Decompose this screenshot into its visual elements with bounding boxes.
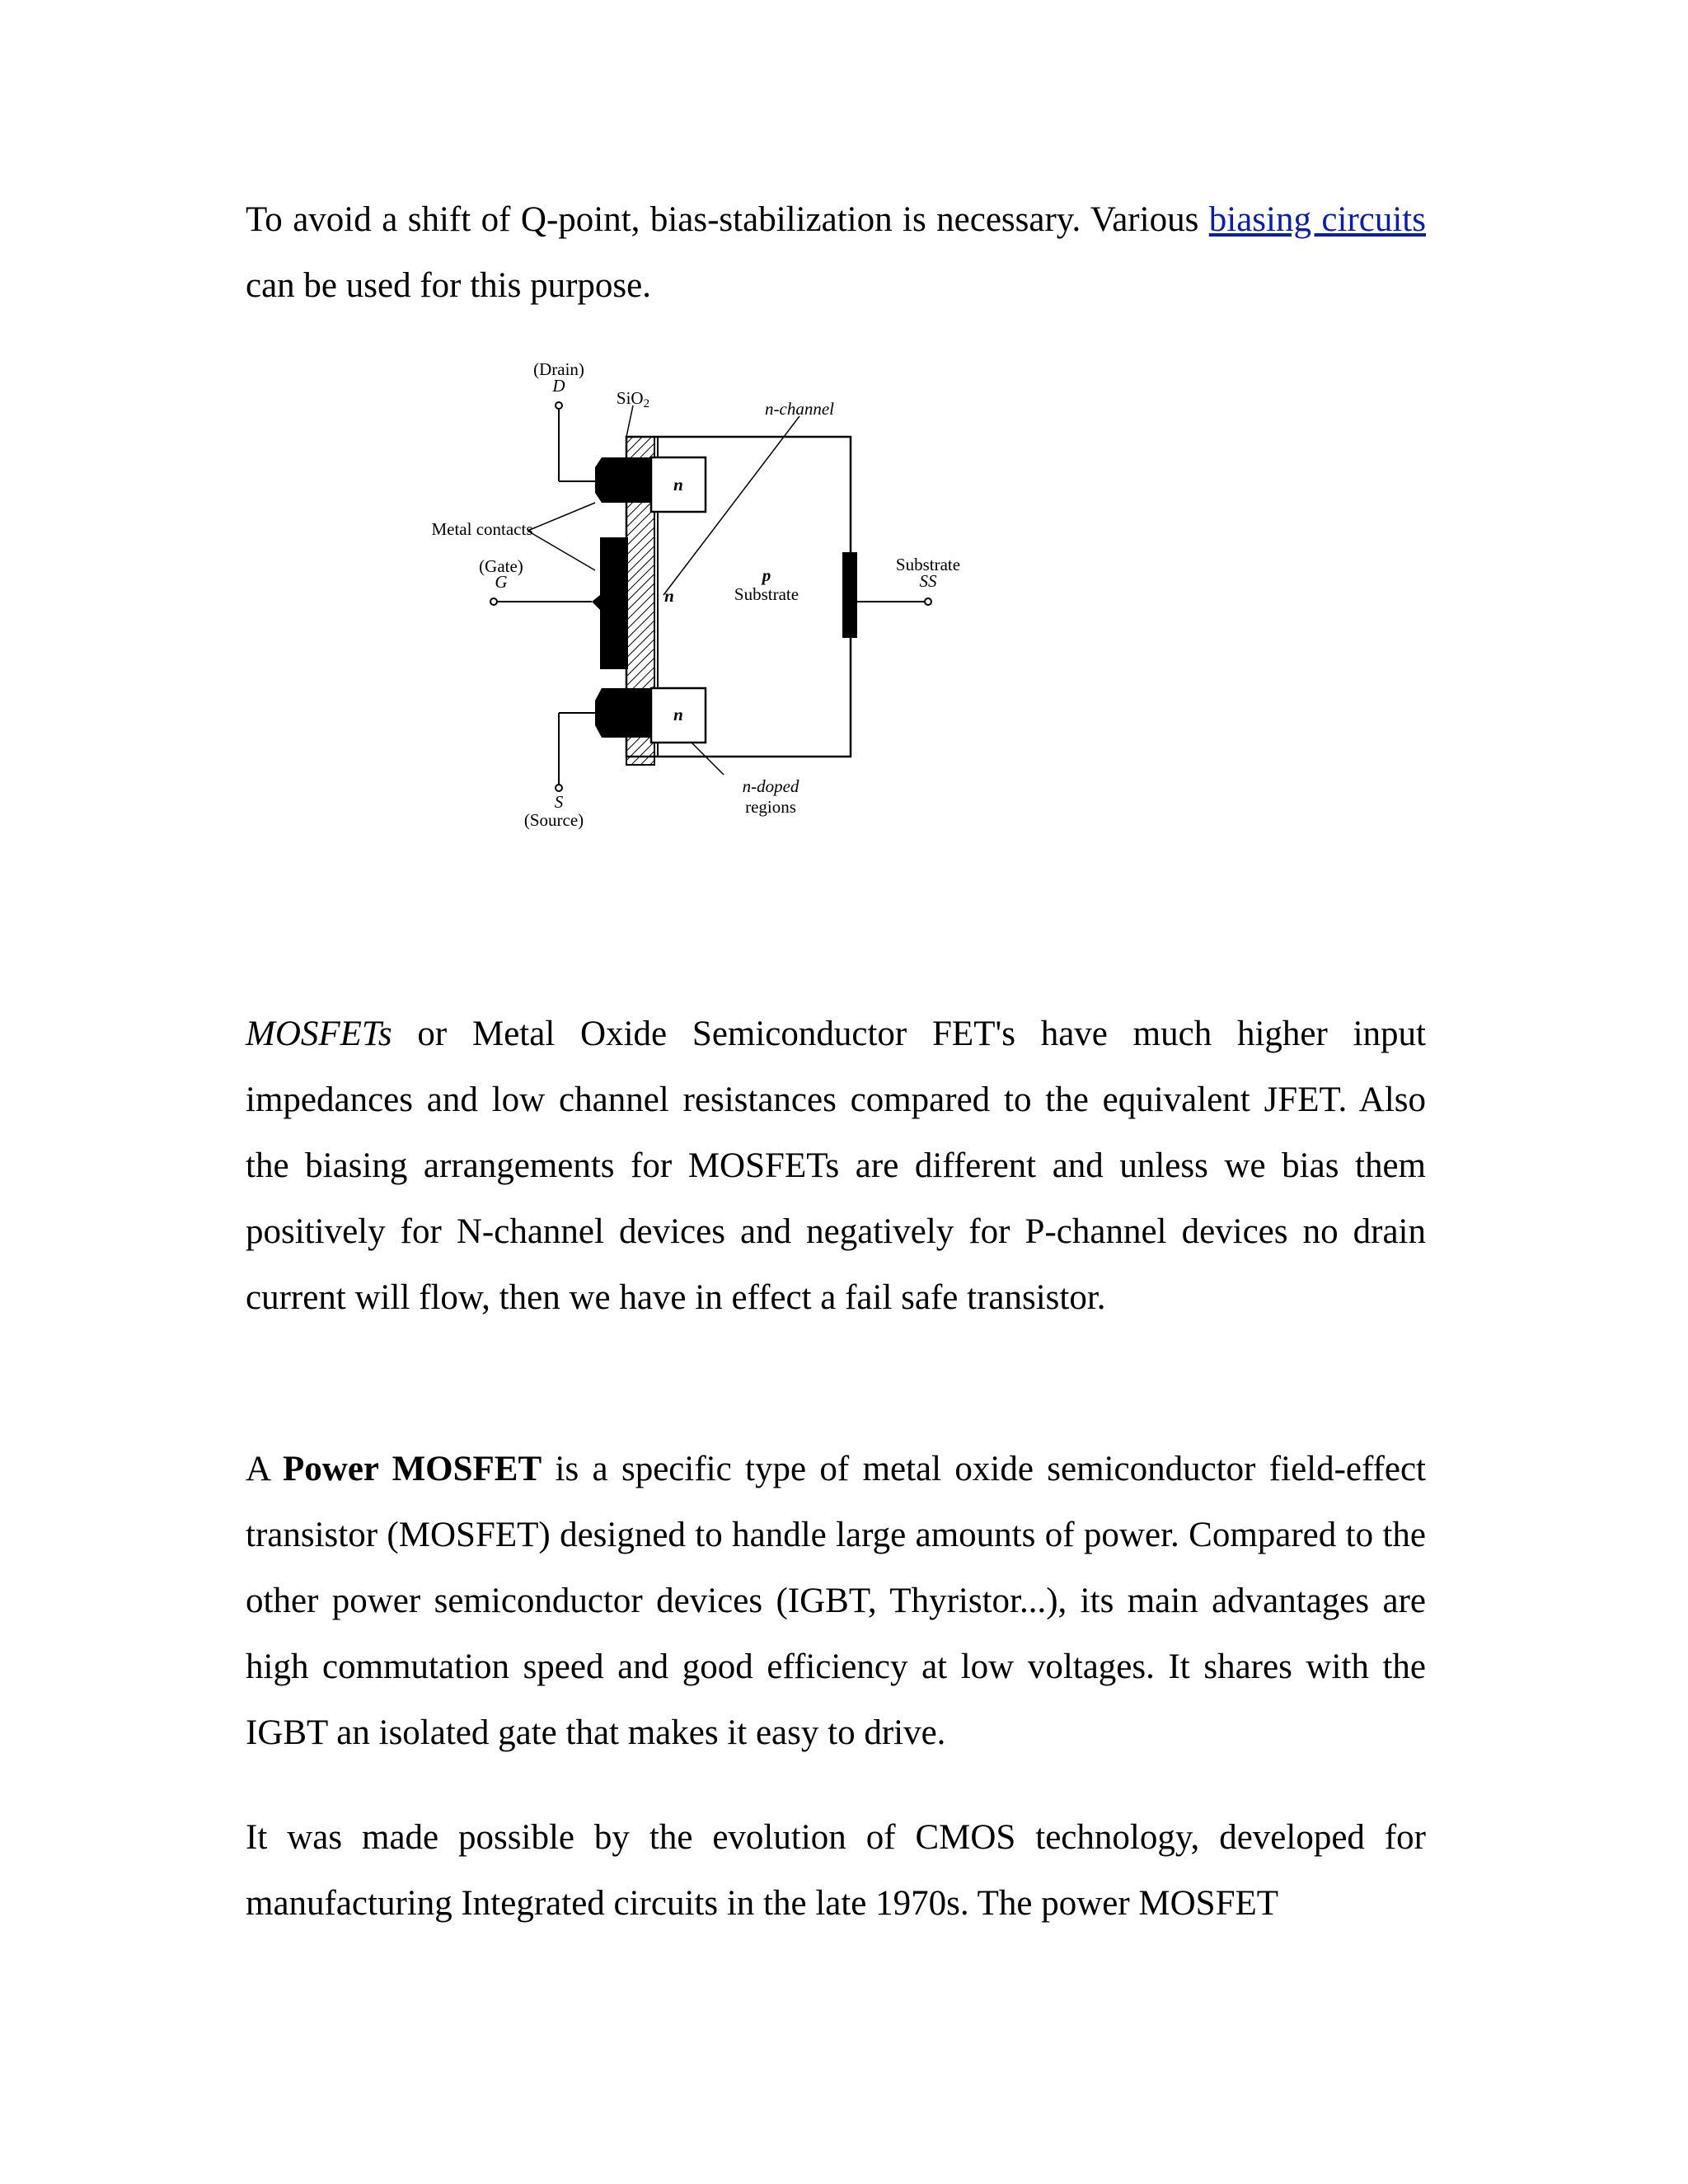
metal-contacts-label: Metal contacts (431, 519, 533, 539)
paragraph-bias-stabilization (246, 187, 1426, 319)
drain-terminal (556, 402, 562, 409)
substrate-label: Substrate (734, 584, 799, 604)
paragraph-cmos (246, 1805, 1426, 1937)
ss-symbol: SS (919, 571, 937, 591)
biasing-circuits-link[interactable]: biasing circuits (1208, 200, 1426, 239)
drain-label: (Drain) (533, 359, 584, 379)
paragraph-text: A (246, 1450, 284, 1488)
sio2-label: SiO2 (616, 388, 650, 410)
paragraph-power-mosfet (246, 1436, 1426, 1766)
paragraph-text: can be used for this purpose. (246, 266, 651, 305)
substrate-terminal (925, 598, 931, 605)
paragraph-text: or Metal Oxide Semiconductor FET's have much higher input impedances and low channel resistances compared to the equivalent JFET. Also the biasing arrangements for MOSFETs are different and unless we bias them positively for N-channel devices and negatively for P-channel devices no drain current will flow, then we have in effect a fail safe transistor. (246, 1015, 1426, 1317)
paragraph-text: To avoid a shift of Q-point, bias-stabilization is necessary. Various (246, 200, 1209, 239)
gate-terminal (490, 598, 497, 605)
paragraph-text: is a specific type of metal oxide semiconductor field-effect transistor (MOSFET) designed to handle large amounts of power. Compared to the other power semiconductor devices (IGBT, Thyristor...), its main advantages are high commutation speed and good efficiency at low voltages. It shares with the IGBT an isolated gate that makes it easy to drive. (246, 1450, 1426, 1752)
gate-contact-notch (592, 595, 600, 610)
n-bottom-label: n (673, 705, 683, 724)
substrate-terminal-label: Substrate (895, 555, 961, 574)
n-top-label: n (673, 475, 683, 494)
source-symbol: S (554, 792, 564, 812)
substrate-contact (842, 552, 857, 638)
source-terminal (556, 785, 562, 791)
n-channel-label: n-channel (765, 399, 834, 419)
power-mosfet-term: Power MOSFET (283, 1450, 542, 1488)
gate-contact (600, 537, 628, 669)
mosfets-term: MOSFETs (246, 1015, 392, 1053)
regions-label: regions (745, 797, 796, 817)
n-doped-label: n-doped (742, 776, 799, 796)
p-label: p (762, 565, 771, 585)
source-label: (Source) (523, 810, 584, 830)
mosfet-diagram (379, 354, 989, 832)
paragraph-mosfets (246, 1001, 1426, 1331)
n-mid-label: n (664, 586, 674, 606)
source-contact (595, 688, 651, 738)
drain-contact (595, 457, 651, 503)
gate-symbol: G (495, 572, 508, 592)
gate-label: (Gate) (479, 556, 523, 576)
paragraph-text: It was made possible by the evolution of CMOS technology, developed for manufacturing Integrated circuits in the late 1970s. The power MOSFET (246, 1818, 1426, 1923)
drain-symbol: D (552, 376, 565, 396)
